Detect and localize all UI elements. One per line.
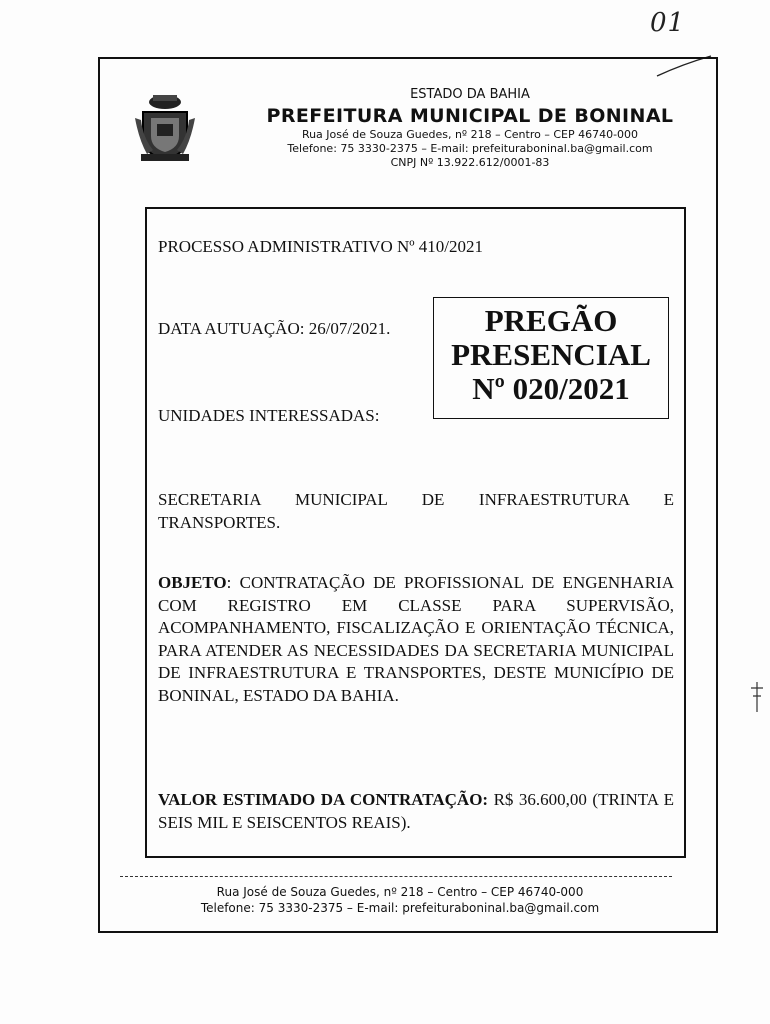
footer-address: Rua José de Souza Guedes, nº 218 – Centro – CEP 46740-000 [216,885,584,899]
processo-number: PROCESSO ADMINISTRATIVO Nº 410/2021 [158,237,484,256]
footer [120,884,680,916]
valor-paragraph [158,789,674,834]
valor-label: VALOR ESTIMADO DA CONTRATAÇÃO: [158,790,489,809]
objeto-paragraph [158,572,674,707]
pregao-title-line-3: Nº 020/2021 [472,371,630,406]
data-autuacao: DATA AUTUAÇÃO: 26/07/2021. [158,319,391,338]
footer-contact: Telefone: 75 3330-2375 – E-mail: prefeituraboninal.ba@gmail.com [200,901,600,915]
objeto-label: OBJETO [158,573,227,592]
handwritten-page-number: 01 [650,8,686,38]
letterhead-contact: Telefone: 75 3330-2375 – E-mail: prefeituraboninal.ba@gmail.com [287,142,653,155]
letterhead [230,86,710,170]
objeto-text: : CONTRATAÇÃO DE PROFISSIONAL DE ENGENHARIA COM REGISTRO EM CLASSE PARA SUPERVISÃO, ACOMPANHAMENTO, FISCALIZAÇÃO E ORIENTAÇÃO TÉCNICA, PARA ATENDER AS NECESSIDADES DA SECRETARIA MUNICIPAL DE INFRAESTRUTURA E TRANSPORTES, DESTE MUNICÍPIO DE BONINAL, ESTADO DA BAHIA. [158,573,674,705]
unidades-interessadas-label: UNIDADES INTERESSADAS: [158,406,380,425]
margin-scribble-mark [748,680,766,714]
letterhead-address: Rua José de Souza Guedes, nº 218 – Centro – CEP 46740-000 [301,128,639,141]
pregao-title-line-1: PREGÃO [484,303,618,338]
secretaria-paragraph: SECRETARIA MUNICIPAL DE INFRAESTRUTURA E TRANSPORTES. [158,490,674,532]
footer-divider [120,876,672,877]
valor-text: R$ 36.600,00 (TRINTA E SEIS MIL E SEISCENTOS REAIS). [158,790,674,832]
pregao-title-box [433,297,669,419]
state-name: ESTADO DA BAHIA [410,87,530,102]
coat-of-arms-icon [133,92,197,164]
prefecture-name: PREFEITURA MUNICIPAL DE BONINAL [266,105,674,127]
pregao-title-line-2: PRESENCIAL [451,337,651,372]
letterhead-cnpj: CNPJ Nº 13.922.612/0001-83 [390,156,550,169]
